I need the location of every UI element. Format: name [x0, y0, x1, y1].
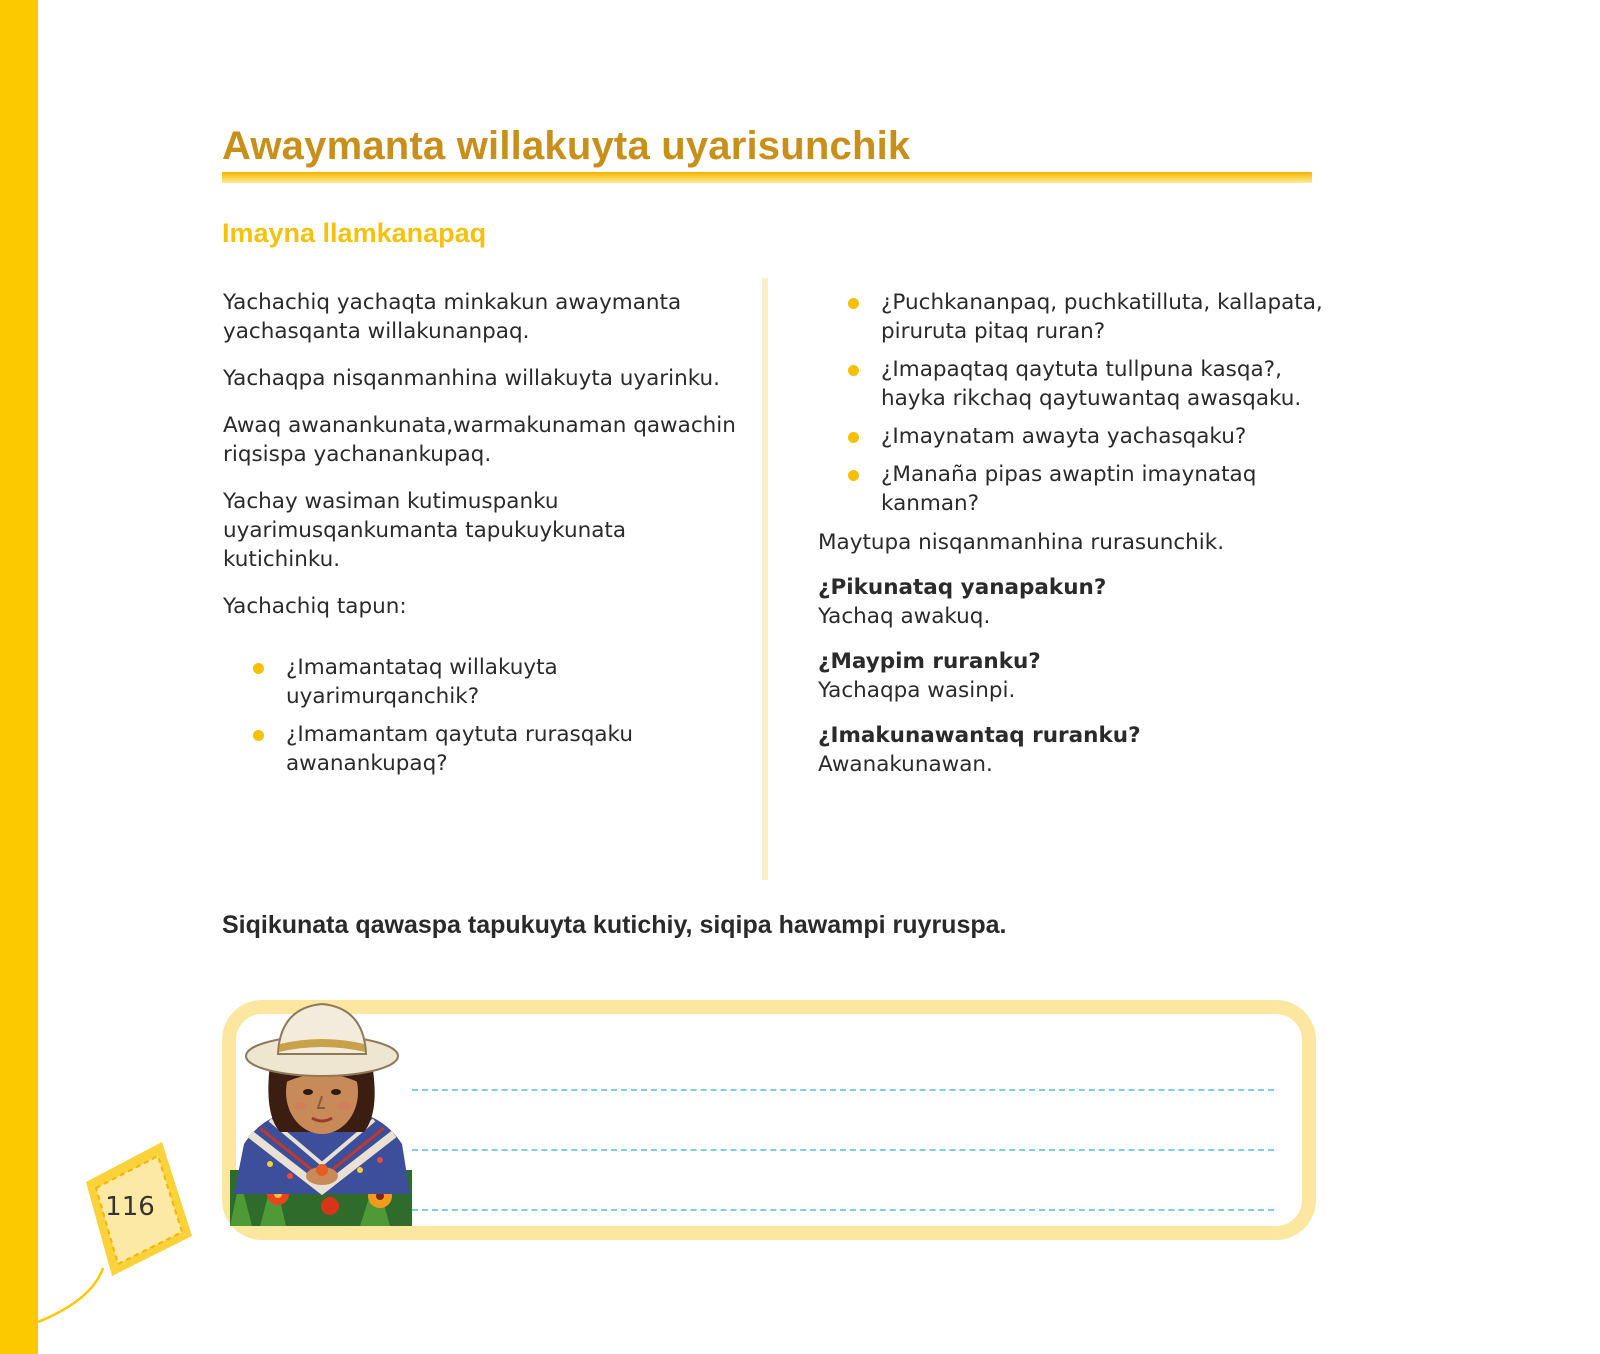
right-column [818, 288, 1338, 779]
section-subtitle: Imayna llamkanapaq [222, 218, 487, 248]
paragraph: Yachay wasiman kutimuspanku uyarimusqankumanta tapukuykunata kutichinku. [223, 489, 626, 572]
left-column [223, 288, 743, 787]
writing-line[interactable] [412, 1089, 1274, 1091]
page-number: 116 [105, 1192, 155, 1222]
paragraph: Yachachiq yachaqta minkakun awaymanta yachasqanta willakunanpaq. [223, 290, 682, 344]
bullet-dot-icon [848, 432, 859, 443]
title-underline [222, 172, 1312, 183]
writing-line[interactable] [412, 1209, 1274, 1211]
paragraph: Yachachiq tapun: [223, 594, 407, 619]
exercise-instruction: Siqikunata qawaspa tapukuyta kutichiy, siqipa hawampi ruyruspa. [222, 911, 1007, 939]
question-list [223, 653, 743, 778]
column-divider [762, 278, 768, 880]
list-item: ¿Imamantam qaytuta rurasqaku awanankupaq? [286, 720, 743, 778]
list-item: ¿Imaynatam awayta yachasqaku? [881, 422, 1338, 451]
bullet-dot-icon [848, 298, 859, 309]
qa-question: ¿Imakunawantaq ruranku? [818, 723, 1141, 748]
closing-sentence: Maytupa nisqanmanhina rurasunchik. [818, 530, 1225, 555]
list-item: ¿Imamantataq willakuyta uyarimurqanchik? [286, 653, 743, 711]
qa-answer: Yachaqpa wasinpi. [818, 678, 1016, 703]
qa-question: ¿Maypim ruranku? [818, 649, 1041, 674]
qa-question: ¿Pikunataq yanapakun? [818, 575, 1107, 600]
paragraph: Awaq awanankunata,warmakunaman qawachin riqsispa yachanankupaq. [223, 413, 736, 467]
paragraph: Yachaqpa nisqanmanhina willakuyta uyarinku. [223, 366, 720, 391]
page-title: Awaymanta willakuyta uyarisunchik [222, 124, 911, 168]
girl-with-hat-illustration [230, 994, 414, 1226]
question-list [818, 288, 1338, 518]
qa-answer: Awanakunawan. [818, 752, 993, 777]
qa-answer: Yachaq awakuq. [818, 604, 991, 629]
bullet-dot-icon [848, 470, 859, 481]
list-item: ¿Imapaqtaq qaytuta tullpuna kasqa?, hayka rikchaq qaytuwantaq awasqaku. [881, 355, 1338, 413]
bullet-dot-icon [253, 663, 264, 674]
list-item: ¿Puchkananpaq, puchkatilluta, kallapata, piruruta pitaq ruran? [881, 288, 1338, 346]
bullet-dot-icon [848, 365, 859, 376]
bullet-dot-icon [253, 730, 264, 741]
list-item: ¿Manaña pipas awaptin imaynataq kanman? [881, 460, 1338, 518]
writing-line[interactable] [412, 1149, 1274, 1151]
